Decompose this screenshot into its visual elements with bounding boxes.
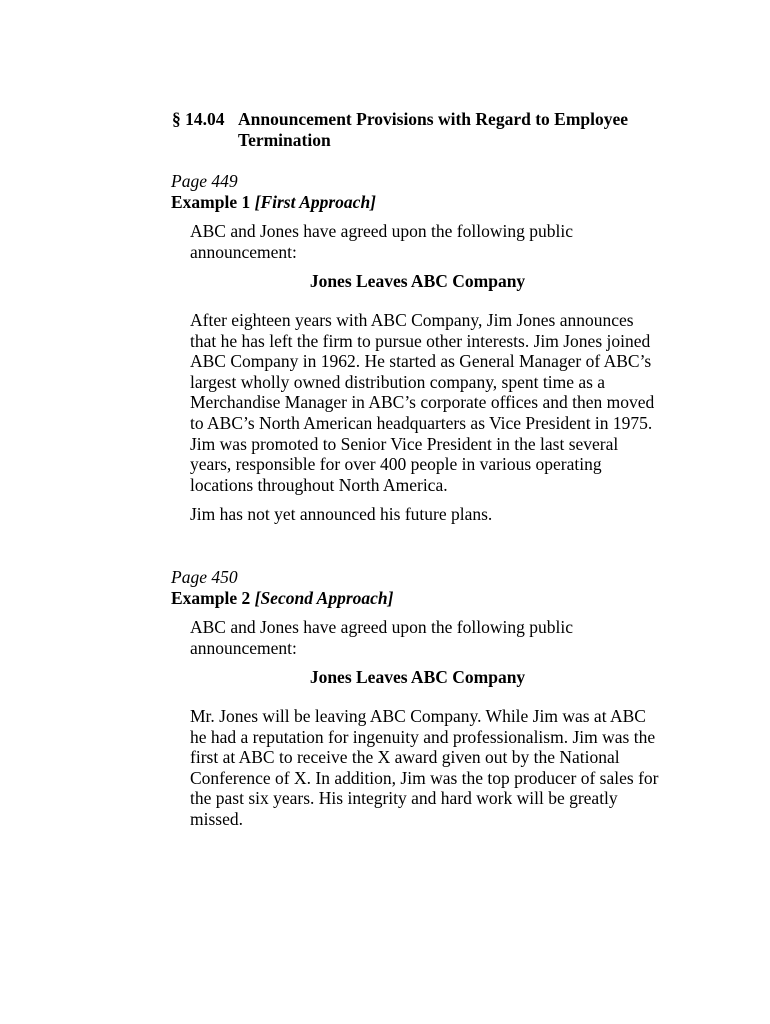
page-reference: Page 449 xyxy=(171,171,238,191)
announcement-body: After eighteen years with ABC Company, Jim Jones announces that he has left the firm to pursue other interests. Jim Jones joined ABC Company in 1962. He started as General Manager of ABC’s largest wholly owned distribution company, spent time as a Merchandise Manager in ABC’s corporate offices and then moved to ABC’s North American headquarters as Vice President in 1975. Jim was promoted to Senior Vice President in the last several years, responsible for over 400 people in various operating locations throughout North America. xyxy=(190,309,655,495)
section-number: § 14.04 xyxy=(172,109,225,129)
announcement-title: Jones Leaves ABC Company xyxy=(309,271,526,292)
example-label: Example 1 xyxy=(171,191,251,212)
example-approach: [First Approach] xyxy=(254,191,377,212)
example-approach: [Second Approach] xyxy=(254,587,394,608)
section-heading xyxy=(172,109,642,151)
intro-paragraph: ABC and Jones have agreed upon the following public announcement: xyxy=(190,221,573,262)
example-heading xyxy=(171,192,661,213)
example-1 xyxy=(171,171,661,525)
example-heading xyxy=(171,588,661,609)
announcement-title: Jones Leaves ABC Company xyxy=(309,667,526,688)
intro-paragraph: ABC and Jones have agreed upon the following public announcement: xyxy=(190,617,573,658)
section-title: Announcement Provisions with Regard to Employee Termination xyxy=(238,109,629,150)
announcement-body: Mr. Jones will be leaving ABC Company. While Jim was at ABC he had a reputation for ingenuity and professionalism. Jim was the first at ABC to receive the X award given out by the National Conference of X. In addition, Jim was the top producer of sales for the past six years. His integrity and hard work will be greatly missed. xyxy=(190,705,659,829)
example-2 xyxy=(171,567,661,830)
page-reference: Page 450 xyxy=(171,567,238,587)
closing-paragraph: Jim has not yet announced his future plans. xyxy=(190,504,493,525)
example-label: Example 2 xyxy=(171,587,251,608)
